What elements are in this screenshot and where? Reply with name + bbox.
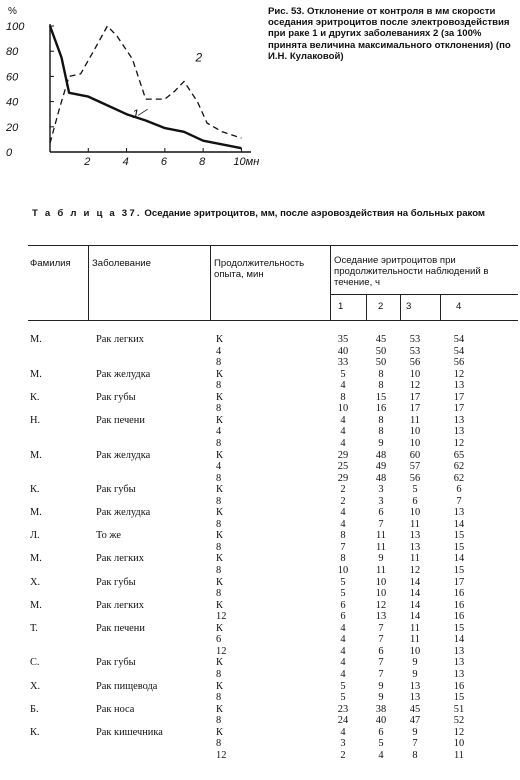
cell-disease: Рак кишечника <box>96 726 163 738</box>
cell-esr-hour-3: 14 <box>409 588 421 600</box>
cell-duration: 4 <box>216 345 222 357</box>
cell-esr-hour-3: 60 <box>409 449 421 461</box>
series-line-1 <box>50 26 241 148</box>
cell-duration: 4 <box>216 461 222 473</box>
cell-esr-hour-2: 48 <box>375 472 387 484</box>
cell-duration: 8 <box>216 472 222 484</box>
x-tick-label: 6 <box>160 156 167 168</box>
cell-esr-hour-1: 25 <box>337 461 349 473</box>
cell-esr-hour-4: 13 <box>453 507 465 519</box>
cell-esr-hour-2: 50 <box>375 357 387 369</box>
cell-esr-hour-3: 57 <box>409 461 421 473</box>
cell-esr-hour-1: 2 <box>340 484 346 496</box>
cell-disease: Рак печени <box>96 414 145 426</box>
y-tick-label: 100 <box>6 21 25 33</box>
cell-duration: К <box>216 622 223 634</box>
cell-duration: 12 <box>216 611 227 623</box>
cell-esr-hour-2: 49 <box>375 461 387 473</box>
cell-disease: Рак желудка <box>96 507 151 519</box>
cell-esr-hour-1: 5 <box>340 368 346 380</box>
cell-esr-hour-4: 15 <box>453 541 465 553</box>
cell-esr-hour-1: 10 <box>337 403 349 415</box>
cell-esr-hour-4: 14 <box>453 634 465 646</box>
cell-esr-hour-4: 52 <box>453 715 465 727</box>
cell-esr-hour-4: 16 <box>453 611 465 623</box>
cell-esr-hour-3: 11 <box>409 553 420 565</box>
cell-esr-hour-4: 16 <box>453 599 465 611</box>
cell-duration: 12 <box>216 749 227 761</box>
table-number: Т а б л и ц а 37. <box>32 208 142 219</box>
cell-disease: Рак губы <box>96 484 136 496</box>
cell-duration: 8 <box>216 738 222 750</box>
cell-esr-hour-3: 13 <box>409 541 421 553</box>
x-tick-label: 2 <box>84 156 91 168</box>
col-divider-hour-2 <box>366 294 367 320</box>
x-unit-label: 10мн <box>233 156 260 168</box>
cell-esr-hour-2: 9 <box>378 437 384 449</box>
cell-esr-hour-3: 13 <box>409 680 421 692</box>
cell-esr-hour-2: 8 <box>378 414 384 426</box>
cell-esr-hour-4: 13 <box>453 414 465 426</box>
cell-esr-hour-1: 23 <box>337 703 349 715</box>
header-hour-2: 2 <box>378 301 384 312</box>
cell-esr-hour-4: 14 <box>453 518 465 530</box>
cell-duration: 6 <box>216 634 222 646</box>
cell-esr-hour-3: 11 <box>409 622 420 634</box>
cell-duration: 12 <box>216 645 227 657</box>
cell-esr-hour-2: 8 <box>378 380 384 392</box>
cell-duration: К <box>216 680 223 692</box>
cell-esr-hour-2: 8 <box>378 426 384 438</box>
cell-esr-hour-3: 9 <box>412 668 418 680</box>
cell-surname: М. <box>30 553 42 565</box>
cell-surname: К. <box>30 726 40 738</box>
y-axis-label: % <box>8 6 17 17</box>
cell-esr-hour-2: 6 <box>378 726 384 738</box>
cell-duration: К <box>216 553 223 565</box>
cell-esr-hour-2: 7 <box>378 518 384 530</box>
cell-esr-hour-3: 47 <box>409 715 421 727</box>
cell-esr-hour-2: 6 <box>378 645 384 657</box>
cell-esr-hour-3: 5 <box>412 484 418 496</box>
cell-esr-hour-1: 2 <box>340 495 346 507</box>
cell-esr-hour-1: 4 <box>340 622 346 634</box>
cell-esr-hour-2: 10 <box>375 588 387 600</box>
cell-esr-hour-1: 4 <box>340 726 346 738</box>
series-label-1-leader <box>138 109 148 115</box>
cell-surname: М. <box>30 334 42 345</box>
cell-esr-hour-3: 11 <box>409 634 420 646</box>
header-hour-1: 1 <box>338 301 344 312</box>
cell-esr-hour-1: 5 <box>340 588 346 600</box>
cell-surname: М. <box>30 507 42 519</box>
cell-esr-hour-4: 65 <box>453 449 465 461</box>
cell-esr-hour-3: 12 <box>409 565 421 576</box>
cell-esr-hour-1: 7 <box>340 541 346 553</box>
cell-duration: 8 <box>216 357 222 369</box>
series-line-2 <box>50 26 241 143</box>
cell-esr-hour-1: 4 <box>340 437 346 449</box>
header-disease: Заболевание <box>92 258 152 269</box>
cell-esr-hour-4: 13 <box>453 380 465 392</box>
col-divider-3 <box>330 245 331 320</box>
table-title <box>32 208 502 219</box>
cell-esr-hour-2: 7 <box>378 622 384 634</box>
cell-esr-hour-4: 17 <box>453 403 465 415</box>
series-label-1: 1 <box>132 106 140 121</box>
header-esr: Оседание эритроцитов при продолжительности наблюдений в течение, ч <box>334 255 489 289</box>
cell-duration: 8 <box>216 518 222 530</box>
x-tick-label: 8 <box>199 156 206 168</box>
cell-surname: Т. <box>30 622 38 634</box>
cell-esr-hour-2: 48 <box>375 449 387 461</box>
cell-esr-hour-4: 15 <box>453 692 465 704</box>
cell-esr-hour-2: 50 <box>375 345 387 357</box>
cell-esr-hour-1: 24 <box>337 715 349 727</box>
cell-esr-hour-3: 45 <box>409 703 421 715</box>
cell-duration: 8 <box>216 715 222 727</box>
cell-duration: 8 <box>216 437 222 449</box>
cell-duration: К <box>216 657 223 669</box>
cell-esr-hour-4: 15 <box>453 622 465 634</box>
cell-esr-hour-3: 12 <box>409 380 421 392</box>
cell-esr-hour-2: 11 <box>375 541 386 553</box>
cell-duration: 8 <box>216 588 222 600</box>
cell-esr-hour-1: 33 <box>337 357 349 369</box>
cell-esr-hour-2: 9 <box>378 692 384 704</box>
cell-esr-hour-4: 62 <box>453 472 465 484</box>
cell-esr-hour-1: 4 <box>340 668 346 680</box>
cell-esr-hour-4: 15 <box>453 565 465 576</box>
cell-esr-hour-3: 13 <box>409 692 421 704</box>
col-divider-hour-4 <box>440 294 441 320</box>
header-surname: Фамилия <box>30 258 71 269</box>
cell-esr-hour-3: 13 <box>409 530 421 542</box>
cell-disease: То же <box>96 530 122 542</box>
cell-esr-hour-2: 6 <box>378 507 384 519</box>
cell-esr-hour-4: 13 <box>453 668 465 680</box>
cell-esr-hour-3: 53 <box>409 345 421 357</box>
cell-disease: Рак губы <box>96 391 136 403</box>
cell-esr-hour-1: 29 <box>337 472 349 484</box>
cell-esr-hour-4: 10 <box>453 738 465 750</box>
cell-esr-hour-3: 14 <box>409 611 421 623</box>
col-divider-2 <box>210 245 211 320</box>
cell-surname: Л. <box>30 530 40 542</box>
cell-esr-hour-1: 29 <box>337 449 349 461</box>
cell-duration: К <box>216 334 223 345</box>
cell-esr-hour-1: 10 <box>337 565 349 576</box>
cell-disease: Рак губы <box>96 657 136 669</box>
cell-esr-hour-2: 11 <box>375 530 386 542</box>
cell-surname: К. <box>30 484 40 496</box>
cell-esr-hour-4: 12 <box>453 368 465 380</box>
cell-esr-hour-4: 51 <box>453 703 465 715</box>
cell-surname: С. <box>30 657 40 669</box>
cell-esr-hour-3: 8 <box>412 749 418 761</box>
cell-esr-hour-4: 54 <box>453 345 465 357</box>
cell-esr-hour-4: 17 <box>453 391 465 403</box>
cell-duration: К <box>216 507 223 519</box>
cell-esr-hour-1: 4 <box>340 414 346 426</box>
cell-duration: 8 <box>216 565 222 576</box>
cell-esr-hour-4: 12 <box>453 726 465 738</box>
cell-esr-hour-4: 13 <box>453 426 465 438</box>
cell-esr-hour-1: 3 <box>340 738 346 750</box>
series-label-2: 2 <box>195 50 203 65</box>
cell-duration: 8 <box>216 380 222 392</box>
cell-esr-hour-3: 53 <box>409 334 421 345</box>
cell-esr-hour-2: 3 <box>378 484 384 496</box>
cell-esr-hour-1: 4 <box>340 380 346 392</box>
cell-esr-hour-2: 7 <box>378 634 384 646</box>
header-hour-3: 3 <box>406 301 412 312</box>
cell-esr-hour-1: 4 <box>340 657 346 669</box>
cell-esr-hour-2: 7 <box>378 657 384 669</box>
cell-esr-hour-3: 14 <box>409 576 421 588</box>
cell-esr-hour-2: 9 <box>378 553 384 565</box>
cell-duration: К <box>216 576 223 588</box>
cell-duration: К <box>216 449 223 461</box>
cell-esr-hour-2: 15 <box>375 391 387 403</box>
cell-disease: Рак легких <box>96 599 144 611</box>
cell-esr-hour-4: 17 <box>453 576 465 588</box>
header-hour-4: 4 <box>456 301 462 312</box>
cell-esr-hour-1: 2 <box>340 749 346 761</box>
y-tick-label: 0 <box>6 147 13 159</box>
cell-esr-hour-4: 7 <box>456 495 462 507</box>
cell-duration: 4 <box>216 426 222 438</box>
cell-disease: Рак носа <box>96 703 135 715</box>
cell-esr-hour-3: 9 <box>412 726 418 738</box>
cell-esr-hour-3: 9 <box>412 657 418 669</box>
cell-esr-hour-4: 11 <box>453 749 464 761</box>
cell-esr-hour-1: 4 <box>340 426 346 438</box>
cell-disease: Рак легких <box>96 553 144 565</box>
cell-esr-hour-1: 6 <box>340 599 346 611</box>
cell-duration: 8 <box>216 668 222 680</box>
cell-esr-hour-4: 62 <box>453 461 465 473</box>
cell-esr-hour-4: 15 <box>453 530 465 542</box>
cell-esr-hour-3: 17 <box>409 391 421 403</box>
cell-esr-hour-2: 9 <box>378 680 384 692</box>
cell-surname: Б. <box>30 703 39 715</box>
cell-esr-hour-2: 5 <box>378 738 384 750</box>
table-top-rule <box>28 245 518 246</box>
cell-esr-hour-3: 14 <box>409 599 421 611</box>
cell-esr-hour-2: 4 <box>378 749 384 761</box>
cell-duration: 8 <box>216 692 222 704</box>
cell-esr-hour-3: 56 <box>409 357 421 369</box>
cell-esr-hour-3: 6 <box>412 495 418 507</box>
cell-esr-hour-2: 3 <box>378 495 384 507</box>
cell-esr-hour-2: 13 <box>375 611 387 623</box>
cell-disease: Рак легких <box>96 334 144 345</box>
cell-duration: К <box>216 726 223 738</box>
cell-esr-hour-3: 56 <box>409 472 421 484</box>
header-duration: Продолжительность опыта, мин <box>214 258 305 281</box>
cell-disease: Рак желудка <box>96 368 151 380</box>
cell-surname: М. <box>30 599 42 611</box>
cell-disease: Рак печени <box>96 622 145 634</box>
cell-esr-hour-1: 35 <box>337 334 349 345</box>
cell-esr-hour-3: 10 <box>409 368 421 380</box>
cell-esr-hour-4: 14 <box>453 553 465 565</box>
cell-duration: К <box>216 599 223 611</box>
hours-subheader-rule <box>330 294 518 295</box>
cell-surname: Х. <box>30 680 41 692</box>
cell-esr-hour-4: 16 <box>453 680 465 692</box>
y-tick-label: 40 <box>6 96 19 109</box>
cell-esr-hour-4: 12 <box>453 437 465 449</box>
cell-esr-hour-1: 5 <box>340 680 346 692</box>
cell-duration: К <box>216 391 223 403</box>
y-tick-label: 20 <box>6 121 19 134</box>
cell-esr-hour-2: 16 <box>375 403 387 415</box>
cell-esr-hour-1: 40 <box>337 345 349 357</box>
cell-esr-hour-3: 10 <box>409 437 421 449</box>
cell-esr-hour-4: 6 <box>456 484 462 496</box>
cell-esr-hour-1: 8 <box>340 530 346 542</box>
cell-esr-hour-4: 54 <box>453 334 465 345</box>
cell-esr-hour-1: 8 <box>340 391 346 403</box>
col-divider-hour-3 <box>400 294 401 320</box>
cell-esr-hour-4: 13 <box>453 645 465 657</box>
figure-caption: Рис. 53. Отклонение от контроля в мм скорости оседания эритроцитов после электровоздействия при раке 1 и других заболеваниях 2 (за 100% принята величина максимального отклонения) (по И.Н. Кулаковой) <box>268 6 511 62</box>
cell-esr-hour-4: 13 <box>453 657 465 669</box>
cell-esr-hour-3: 11 <box>409 414 420 426</box>
cell-duration: К <box>216 484 223 496</box>
table-title-text: Оседание эритроцитов, мм, после аэровоздействия на больных раком <box>144 208 486 219</box>
cell-esr-hour-3: 17 <box>409 403 421 415</box>
cell-surname: Н. <box>30 414 41 426</box>
cell-surname: К. <box>30 391 40 403</box>
cell-esr-hour-1: 5 <box>340 576 346 588</box>
table-header-bottom-rule <box>28 320 518 321</box>
y-tick-label: 80 <box>6 46 19 59</box>
cell-duration: К <box>216 530 223 542</box>
col-divider-1 <box>88 245 89 320</box>
cell-esr-hour-2: 38 <box>375 703 387 715</box>
cell-esr-hour-1: 8 <box>340 553 346 565</box>
cell-esr-hour-3: 10 <box>409 426 421 438</box>
cell-disease: Рак пищевода <box>96 680 158 692</box>
figure-53-chart <box>0 0 265 178</box>
cell-surname: М. <box>30 449 42 461</box>
y-tick-label: 60 <box>6 71 19 84</box>
cell-duration: 8 <box>216 403 222 415</box>
cell-surname: Х. <box>30 576 41 588</box>
cell-esr-hour-2: 45 <box>375 334 387 345</box>
cell-esr-hour-4: 16 <box>453 588 465 600</box>
cell-duration: 8 <box>216 541 222 553</box>
cell-disease: Рак губы <box>96 576 136 588</box>
line-chart <box>0 0 265 178</box>
cell-esr-hour-2: 40 <box>375 715 387 727</box>
cell-esr-hour-2: 10 <box>375 576 387 588</box>
cell-esr-hour-3: 10 <box>409 645 421 657</box>
esr-table <box>0 245 520 780</box>
cell-esr-hour-1: 4 <box>340 634 346 646</box>
cell-esr-hour-3: 10 <box>409 507 421 519</box>
cell-duration: 8 <box>216 495 222 507</box>
cell-surname: М. <box>30 368 42 380</box>
cell-esr-hour-2: 7 <box>378 668 384 680</box>
cell-disease: Рак желудка <box>96 449 151 461</box>
cell-esr-hour-2: 11 <box>375 565 386 576</box>
x-tick-label: 4 <box>122 156 129 168</box>
cell-esr-hour-1: 4 <box>340 507 346 519</box>
cell-duration: К <box>216 414 223 426</box>
cell-duration: К <box>216 703 223 715</box>
cell-esr-hour-4: 56 <box>453 357 465 369</box>
cell-esr-hour-2: 8 <box>378 368 384 380</box>
cell-esr-hour-2: 12 <box>375 599 387 611</box>
cell-duration: К <box>216 368 223 380</box>
cell-esr-hour-3: 11 <box>409 518 420 530</box>
cell-esr-hour-1: 4 <box>340 645 346 657</box>
cell-esr-hour-3: 7 <box>412 738 418 750</box>
cell-esr-hour-1: 4 <box>340 518 346 530</box>
cell-esr-hour-1: 6 <box>340 611 346 623</box>
cell-esr-hour-1: 5 <box>340 692 346 704</box>
